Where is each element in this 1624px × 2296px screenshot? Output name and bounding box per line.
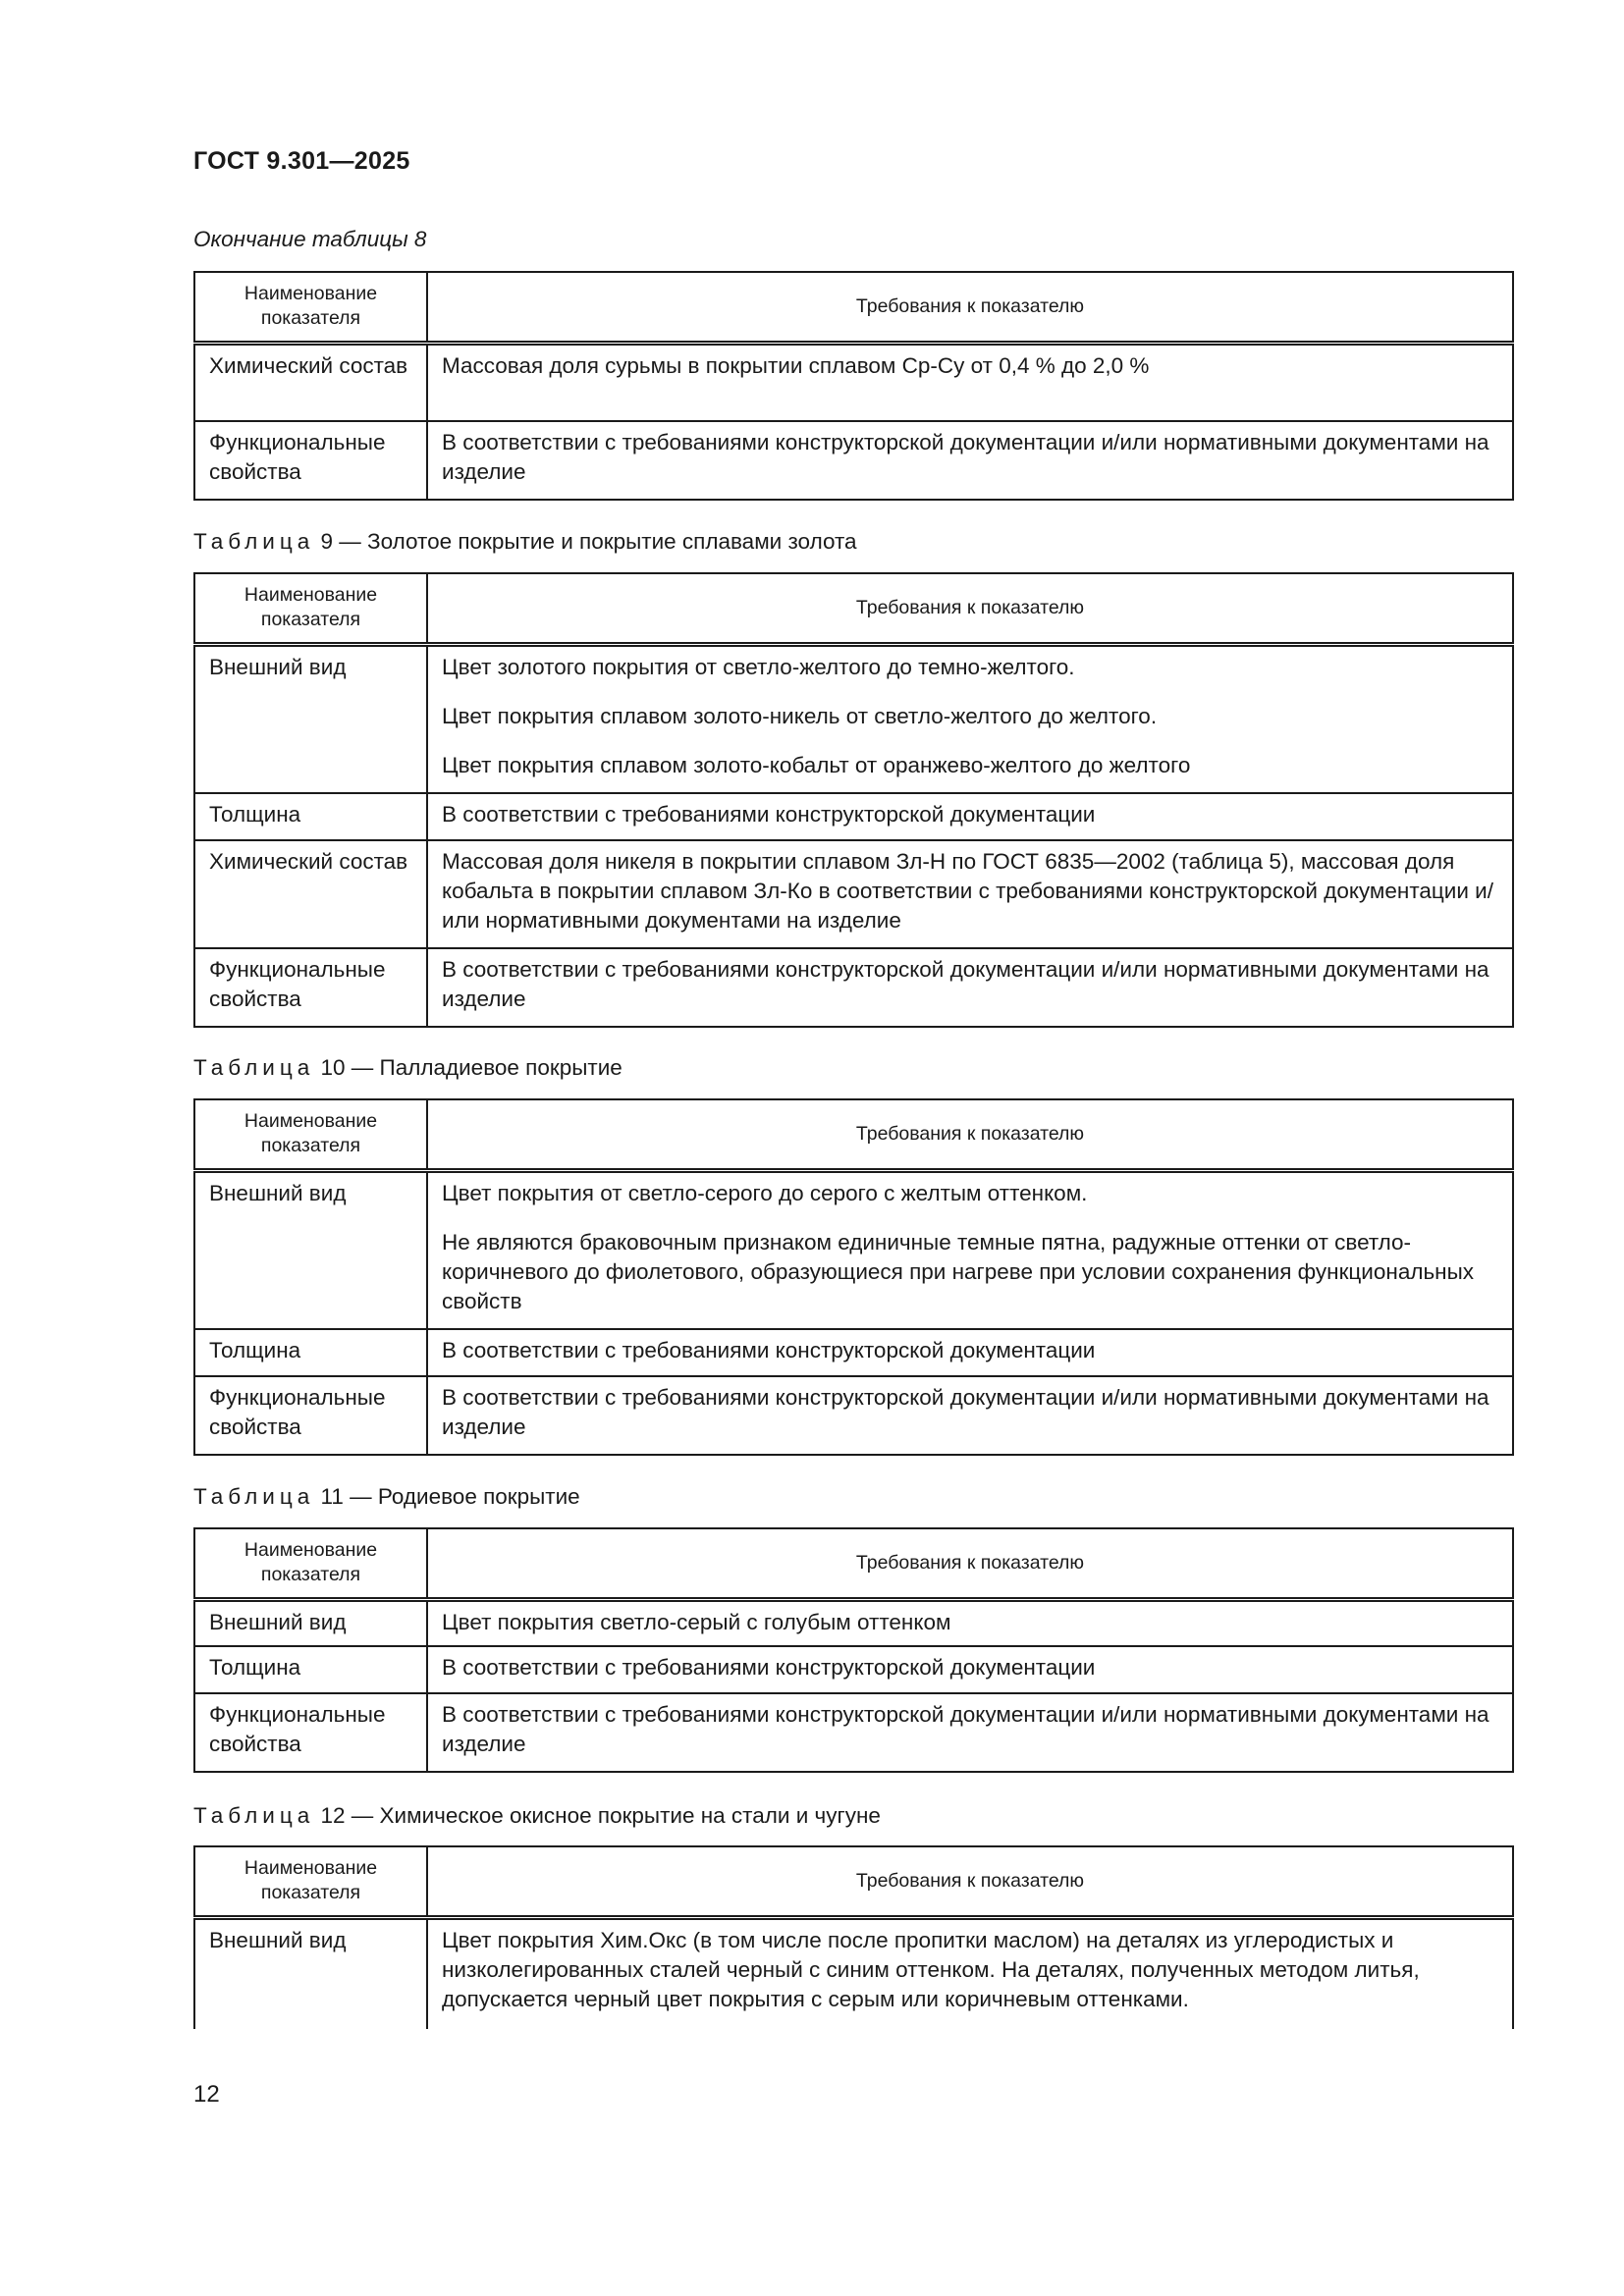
row-name: Функциональные свойства [194,948,427,1027]
column-header-requirements: Требования к показателю [427,1099,1513,1170]
row-name: Внешний вид [194,644,427,793]
row-name: Функциональные свойства [194,1376,427,1455]
table-title: 12 — Химическое окисное покрытие на стали и чугуне [320,1803,881,1828]
row-requirements [427,948,1513,1027]
requirement-text: Цвет покрытия сплавом золото-кобальт от оранжево-желтого до желтого [442,752,1191,777]
table-9-caption [193,528,857,556]
table-row [194,421,1513,500]
requirement-text: В соответствии с требованиями конструкторской документации [442,802,1096,827]
table-12-caption [193,1802,881,1830]
row-requirements [427,644,1513,793]
row-name: Толщина [194,1646,427,1693]
table-row [194,793,1513,840]
table-label: Таблица [193,1484,315,1509]
table-10-caption [193,1054,623,1082]
row-name: Толщина [194,793,427,840]
requirement-text: Цвет покрытия от светло-серого до серого с желтым оттенком. [442,1180,1088,1205]
row-requirements [427,1170,1513,1329]
column-header-name: Наименование показателя [194,1528,427,1599]
table-row [194,948,1513,1027]
row-name: Внешний вид [194,1170,427,1329]
row-requirements [427,1376,1513,1455]
table-9 [193,572,1514,1028]
table-row [194,1646,1513,1693]
requirement-text: Массовая доля никеля в покрытии сплавом Зл-Н по ГОСТ 6835—2002 (таблица 5), массовая доля кобальта в покрытии сплавом Зл-Ко в соответствии с требованиями конструкторской документации и/или нормативными документами на изделие [442,849,1494,933]
requirement-text: В соответствии с требованиями конструкторской документации [442,1338,1096,1362]
table-row [194,343,1513,421]
column-header-requirements: Требования к показателю [427,272,1513,343]
requirement-text: Цвет золотого покрытия от светло-желтого до темно-желтого. [442,654,1075,679]
column-header-requirements: Требования к показателю [427,1528,1513,1599]
table-label: Таблица [193,529,315,554]
table-row [194,1376,1513,1455]
requirement-text: В соответствии с требованиями конструкторской документации и/или нормативными документами на изделие [442,1702,1489,1756]
row-name: Внешний вид [194,1917,427,2029]
table-11 [193,1527,1514,1773]
requirement-text: В соответствии с требованиями конструкторской документации и/или нормативными документами на изделие [442,957,1489,1011]
row-requirements [427,343,1513,421]
row-requirements [427,1693,1513,1772]
table-row [194,1693,1513,1772]
table-row [194,840,1513,948]
requirement-text: В соответствии с требованиями конструкторской документации [442,1655,1096,1680]
table-row [194,1599,1513,1646]
requirement-text: Цвет покрытия светло-серый с голубым оттенком [442,1609,951,1634]
table-title: 11 — Родиевое покрытие [320,1484,580,1509]
row-name: Химический состав [194,343,427,421]
column-header-name: Наименование показателя [194,272,427,343]
column-header-requirements: Требования к показателю [427,573,1513,644]
row-name: Функциональные свойства [194,1693,427,1772]
row-name: Внешний вид [194,1599,427,1646]
table-row [194,1170,1513,1329]
table-title: 10 — Палладиевое покрытие [320,1055,623,1080]
requirement-text: В соответствии с требованиями конструкторской документации и/или нормативными документами на изделие [442,430,1489,484]
table-row [194,1917,1513,2029]
column-header-requirements: Требования к показателю [427,1846,1513,1917]
row-name: Химический состав [194,840,427,948]
table-label: Таблица [193,1803,315,1828]
row-requirements [427,1329,1513,1376]
row-name: Толщина [194,1329,427,1376]
table-10 [193,1098,1514,1456]
table-12 [193,1845,1514,2029]
table-row [194,644,1513,793]
column-header-name: Наименование показателя [194,573,427,644]
table-row [194,1329,1513,1376]
table-11-caption [193,1483,580,1511]
row-requirements [427,793,1513,840]
row-name: Функциональные свойства [194,421,427,500]
requirement-text: Цвет покрытия сплавом золото-никель от светло-желтого до желтого. [442,703,1158,728]
table-label: Таблица [193,1055,315,1080]
requirement-text: Массовая доля сурьмы в покрытии сплавом Ср-Су от 0,4 % до 2,0 % [442,352,1150,378]
table-8-continuation-caption: Окончание таблицы 8 [193,227,427,251]
row-requirements [427,1917,1513,2029]
row-requirements [427,840,1513,948]
requirement-text: Не являются браковочным признаком единичные темные пятна, радужные оттенки от светло-коричневого до фиолетового, образующиеся при нагреве при условии сохранения функциональных свойств [442,1229,1475,1313]
requirement-text: В соответствии с требованиями конструкторской документации и/или нормативными документами на изделие [442,1385,1489,1439]
table-8-continuation [193,271,1514,501]
page-number: 12 [193,2081,220,2108]
table-title: 9 — Золотое покрытие и покрытие сплавами золота [320,529,857,554]
row-requirements [427,421,1513,500]
document-number: ГОСТ 9.301—2025 [193,147,410,175]
column-header-name: Наименование показателя [194,1846,427,1917]
row-requirements [427,1646,1513,1693]
column-header-name: Наименование показателя [194,1099,427,1170]
row-requirements [427,1599,1513,1646]
requirement-text: Цвет покрытия Хим.Окс (в том числе после пропитки маслом) на деталях из углеродистых и низколегированных сталей черный с синим оттенком. На деталях, полученных методом литья, допускается черный цвет покрытия с серым или коричневым оттенками. [442,1927,1420,2011]
